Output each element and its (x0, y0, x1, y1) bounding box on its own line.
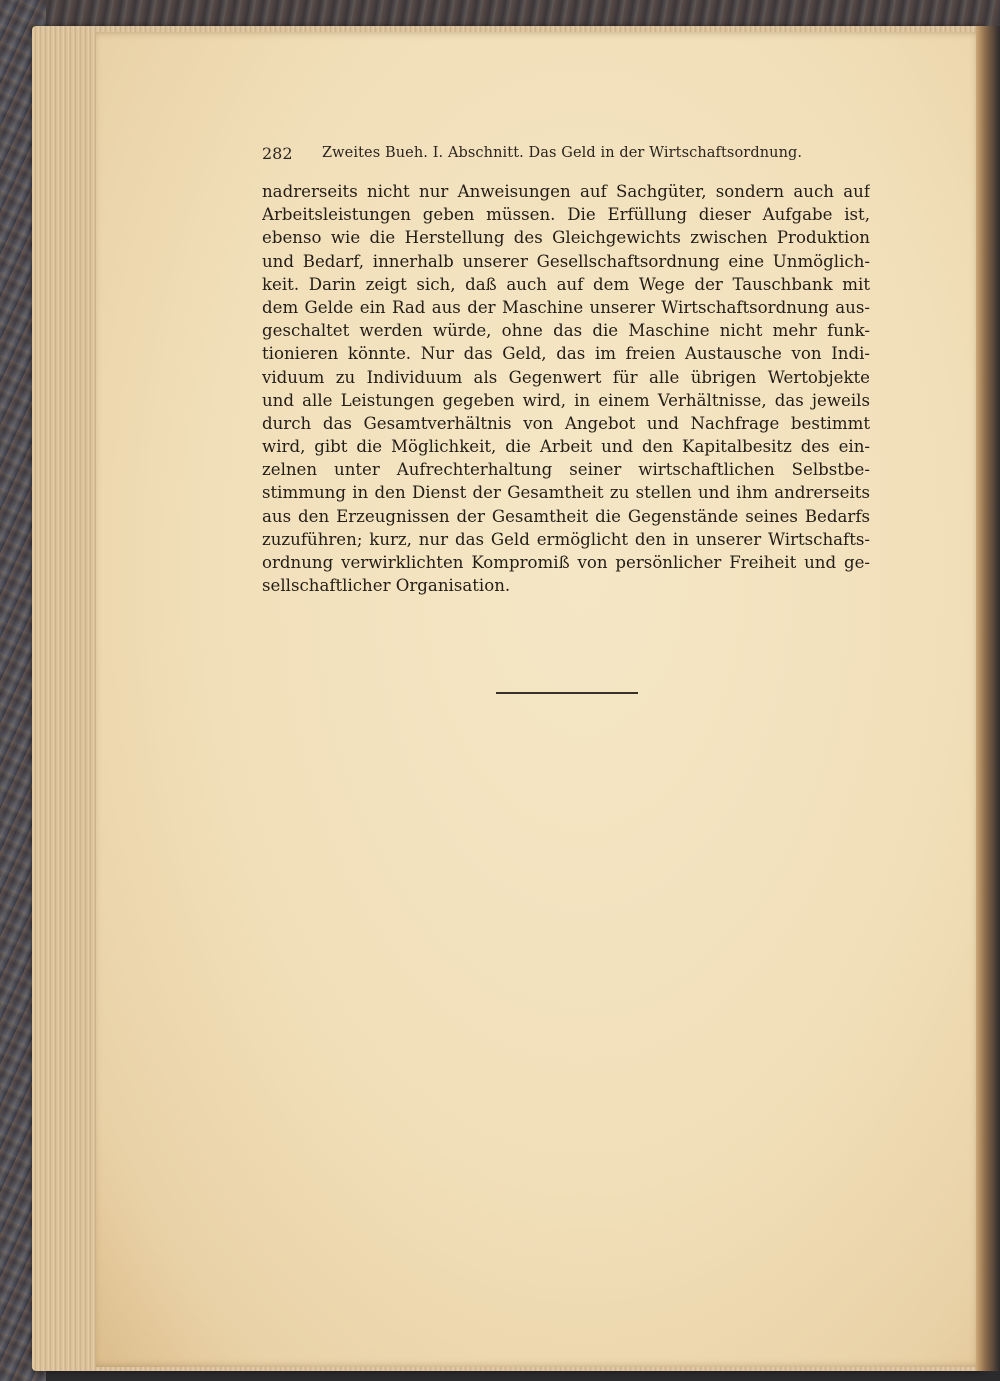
text-line: ordnung verwirklichten Kompromiß von persönlicher Freiheit und ge- (262, 553, 870, 572)
text-line: und Bedarf, innerhalb unserer Gesellschaftsordnung eine Unmöglich- (262, 251, 870, 271)
section-end-rule (496, 692, 638, 694)
text-line: dem Gelde ein Rad aus der Maschine unserer Wirtschaftsordnung aus- (262, 297, 870, 317)
running-head-title: Zweites Bueh. I. Abschnitt. Das Geld in der Wirtschaftsordnung. (322, 145, 803, 161)
text-line: Arbeitsleistungen geben müssen. Die Erfüllung dieser Aufgabe ist, (262, 205, 870, 225)
running-header (262, 144, 822, 166)
text-line: und alle Leistungen gegeben wird, in einem Verhältnisse, das jeweils (262, 390, 870, 410)
body-paragraph (262, 180, 870, 597)
text-line: geschaltet werden würde, ohne das die Maschine nicht mehr funk- (262, 321, 870, 341)
text-line: wird, gibt die Möglichkeit, die Arbeit und den Kapitalbesitz des ein- (262, 437, 870, 457)
text-line: zuzuführen; kurz, nur das Geld ermöglicht den in unserer Wirtschafts- (262, 529, 870, 549)
text-line: stimmung in den Dienst der Gesamtheit zu stellen und ihm andrerseits (262, 483, 870, 503)
text-line: viduum zu Individuum als Gegenwert für alle übrigen Wertobjekte (262, 367, 870, 387)
text-line: keit. Darin zeigt sich, daß auch auf dem Wege der Tauschbank mit (262, 274, 870, 294)
text-line: tionieren könnte. Nur das Geld, das im freien Austausche von Indi- (262, 344, 870, 364)
page-gutter (976, 26, 1000, 1371)
page-number: 282 (262, 144, 293, 163)
text-line: aus den Erzeugnissen der Gesamtheit die Gegenstände seines Bedarfs (262, 506, 870, 526)
text-line: nadrerseits nicht nur Anweisungen auf Sachgüter, sondern auch auf (262, 182, 870, 201)
text-line: ebenso wie die Herstellung des Gleichgewichts zwischen Produktion (262, 228, 870, 248)
text-line: zelnen unter Aufrechterhaltung seiner wirtschaftlichen Selbstbe- (262, 460, 870, 480)
text-line: durch das Gesamtverhältnis von Angebot und Nachfrage bestimmt (262, 413, 870, 433)
text-line: sellschaftlicher Organisation. (262, 576, 511, 596)
